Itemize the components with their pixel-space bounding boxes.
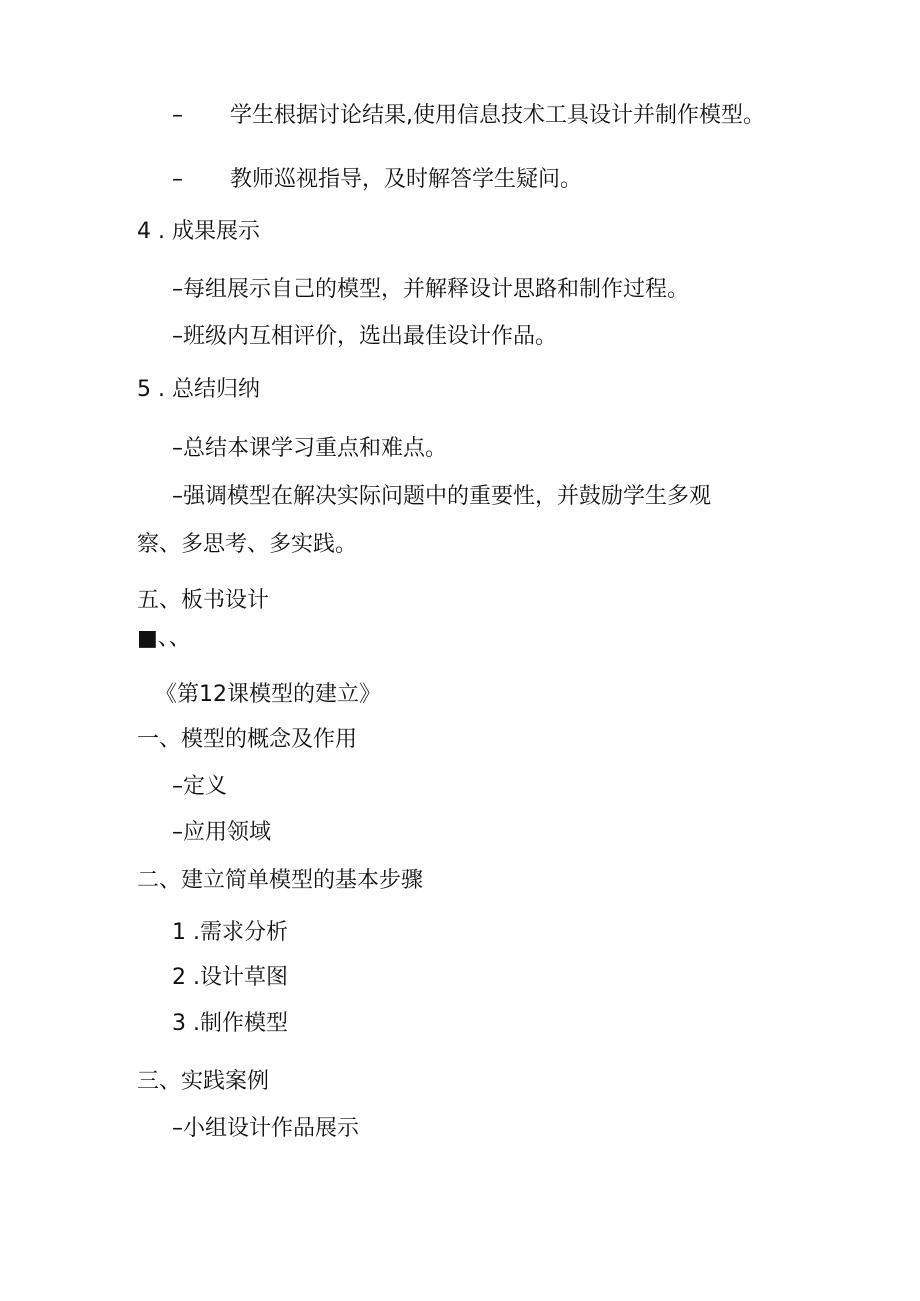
- text-line: –应用领域: [172, 820, 272, 845]
- list-item: 2 .设计草图: [172, 965, 288, 990]
- section-heading: 二、建立简单模型的基本步骤: [137, 868, 424, 893]
- text-line: –小组设计作品展示: [172, 1116, 360, 1141]
- board-title: 《第12课模型的建立》: [155, 682, 381, 707]
- text-line: –强调模型在解决实际问题中的重要性，并鼓励学生多观: [172, 484, 712, 509]
- list-item: 3 .制作模型: [172, 1011, 288, 1036]
- text-line: 教师巡视指导，及时解答学生疑问。: [230, 167, 583, 192]
- text-line: –每组展示自己的模型，并解释设计思路和制作过程。: [172, 277, 690, 302]
- list-item: 1 .需求分析: [172, 920, 288, 945]
- section-heading: 4 . 成果展示: [137, 219, 260, 244]
- text-line: –班级内互相评价，选出最佳设计作品。: [172, 324, 558, 349]
- list-dash: –: [172, 167, 183, 192]
- text-line: 察、多思考、多实践。: [137, 532, 358, 557]
- section-heading: 三、实践案例: [137, 1069, 270, 1094]
- text-line: –总结本课学习重点和难点。: [172, 436, 448, 461]
- section-heading: 一、模型的概念及作用: [137, 727, 358, 752]
- bullet-marker: ■、、: [137, 626, 191, 651]
- text-line: –定义: [172, 774, 228, 799]
- text-line: 学生根据讨论结果,使用信息技术工具设计并制作模型。: [230, 103, 765, 128]
- section-heading: 五、板书设计: [137, 588, 270, 613]
- section-heading: 5 . 总结归纳: [137, 377, 260, 402]
- list-dash: –: [172, 103, 183, 128]
